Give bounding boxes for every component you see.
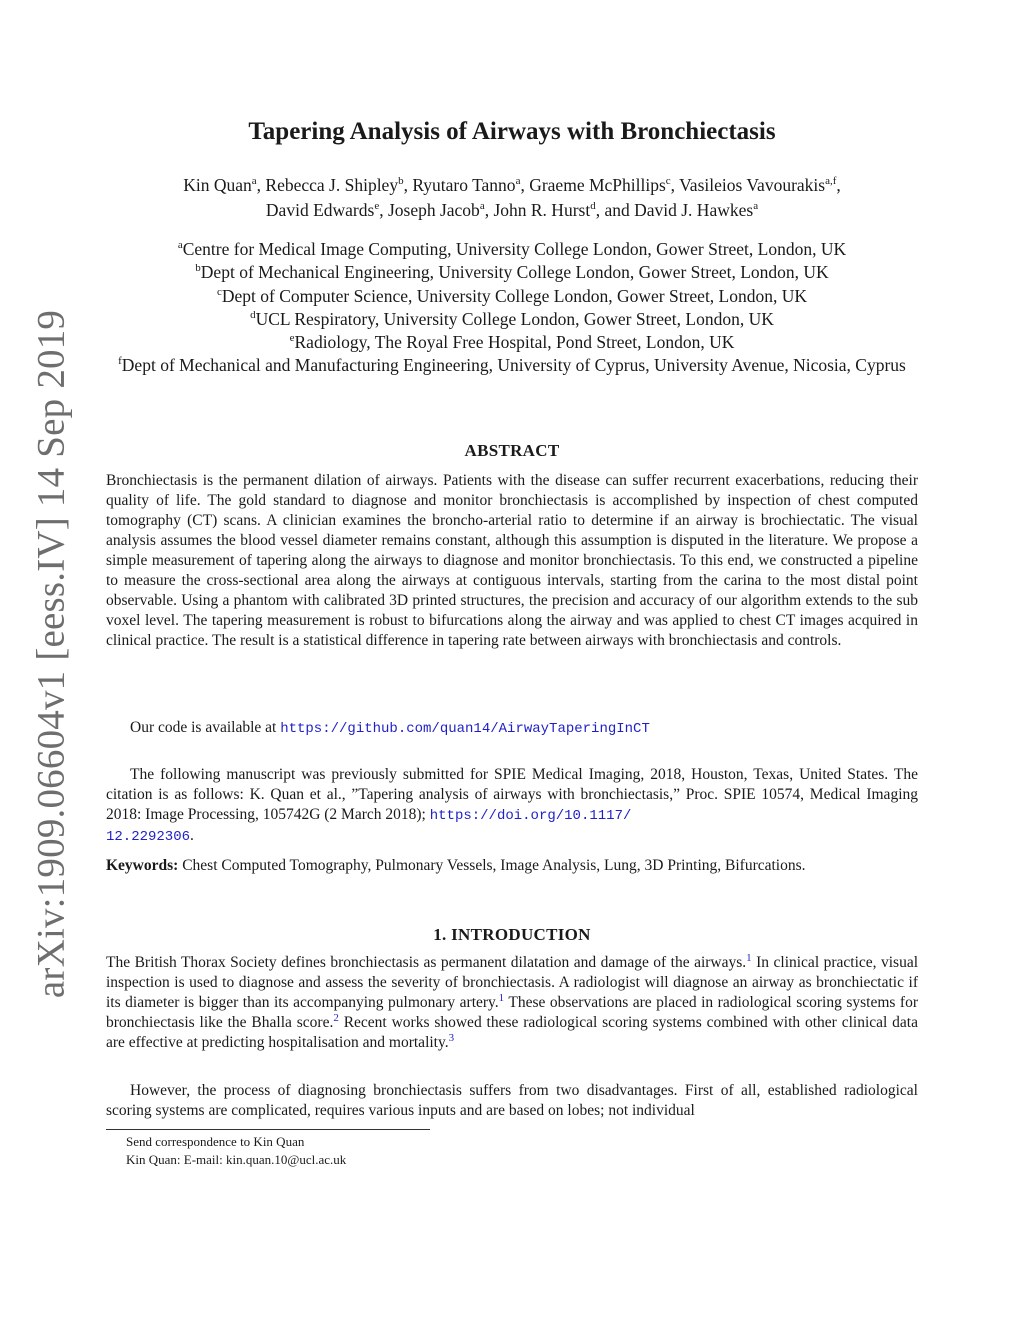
citation-note: The following manuscript was previously submitted for SPIE Medical Imaging, 2018, Houston, Texas, United States. The citation is as follows: K. Quan et al., ”Tapering analysis of airways with bronchiectasis,” Proc. SPIE 10574, Medical Imaging 2018: Image Processing, 105742G (2 March 2018); https://doi.org/10.1117/ 12.2292306. xyxy=(106,766,918,845)
keywords-label: Keywords: xyxy=(106,857,179,874)
affiliation: $^f$Dept of Mechanical and Manufacturing Engineering, University of Cyprus, University Avenue, Nicosia, Cyprus xyxy=(118,355,906,376)
intro-paragraph-2: However, the process of diagnosing bronchiectasis suffers from two disadvantages. First of all, established radiological scoring systems are complicated, requires various inputs and are based on lobes; not individual xyxy=(106,1082,918,1119)
citation-ref[interactable]: 1 xyxy=(498,991,505,1004)
author: David J. Hawkes$^a$ xyxy=(634,200,759,220)
author: Ryutaro Tanno$^a$, xyxy=(412,175,530,195)
footnote-correspondence: Send correspondence to Kin Quan xyxy=(126,1134,305,1149)
author: John R. Hurst$^d$, and xyxy=(493,200,635,220)
citation-ref[interactable]: 3 xyxy=(448,1031,455,1044)
author: David Edwards$^e$, xyxy=(265,200,388,220)
author: Kin Quan$^a$, xyxy=(183,175,266,195)
affiliation: $^e$Radiology, The Royal Free Hospital, Pond Street, London, UK xyxy=(289,332,735,353)
author-list xyxy=(106,173,918,223)
citation-ref[interactable]: 2 xyxy=(333,1011,339,1024)
citation-ref[interactable]: 1 xyxy=(746,951,752,964)
keywords: Keywords: Chest Computed Tomography, Pulmonary Vessels, Image Analysis, Lung, 3D Printing, Bifurcations. xyxy=(106,857,806,874)
affiliation: $^a$Centre for Medical Image Computing, University College London, Gower Street, London, UK xyxy=(177,239,847,259)
affiliation-list xyxy=(106,238,918,378)
footnote-rule xyxy=(106,1129,430,1130)
abstract-heading: ABSTRACT xyxy=(464,441,560,460)
abstract-text: Bronchiectasis is the permanent dilation of airways. Patients with the disease can suffer recurrent exacerbations, reducing their quality of life. The gold standard to diagnose and monitor bronchiectasis is accomplished by inspection of chest computed tomography (CT) scans. A clinician examines the broncho-arterial ratio to determine if an airway is brochiectatic. The visual analysis assumes the blood vessel diameter remains constant, although this assumption is disputed in the literature. We propose a simple measurement of tapering along the airways to diagnose and monitor bronchiectasis. To this end, we constructed a pipeline to measure the cross-sectional area along the airways at contiguous intervals, starting from the carina to the most distal point observable. Using a phantom with calibrated 3D printed structures, the precision and accuracy of our algorithm extends to the sub voxel level. The tapering measurement is robust to bifurcations along the airway and was applied to chest CT images acquired in clinical practice. The result is a statistical difference in tapering rate between airways with bronchiectasis and controls. xyxy=(106,472,918,649)
author: Joseph Jacob$^a$, xyxy=(387,200,494,220)
code-link[interactable]: https://github.com/quan14/AirwayTaperingInCT xyxy=(280,721,650,737)
author: Rebecca J. Shipley$^b$, xyxy=(265,175,413,195)
affiliation: $^c$Dept of Computer Science, University College London, Gower Street, London, UK xyxy=(216,285,808,306)
author: Graeme McPhillips$^c$, xyxy=(529,175,680,195)
doi-link[interactable]: https://doi.org/10.1117/ 12.2292306 xyxy=(106,808,632,845)
paper-title: Tapering Analysis of Airways with Bronchiectasis xyxy=(248,118,776,145)
arxiv-identifier: arXiv:1909.06604v1 [eess.IV] 14 Sep 2019 xyxy=(29,309,73,999)
footnote-email: Kin Quan: E-mail: kin.quan.10@ucl.ac.uk xyxy=(126,1152,347,1167)
author: Vasileios Vavourakis$^{a,f}$, xyxy=(679,175,841,195)
code-availability: Our code is available at https://github.com/quan14/AirwayTaperingInCT xyxy=(130,719,650,737)
affiliation: $^b$Dept of Mechanical Engineering, University College London, Gower Street, London, UK xyxy=(195,262,829,283)
introduction-heading: 1. INTRODUCTION xyxy=(433,925,591,944)
affiliation: $^d$UCL Respiratory, University College London, Gower Street, London, UK xyxy=(250,308,774,329)
intro-paragraph-1: The British Thorax Society defines bronchiectasis as permanent dilatation and damage of the airways.$^1$ In clinical practice, visual inspection is used to diagnose and assess the severity of bronchiectasis. A radiologist will diagnose an airway as bronchiectatic if its diameter is bigger than its accompanying pulmonary artery.$^1$ These observations are placed in radiological scoring systems for bronchiectasis like the Bhalla score.$^2$ Recent works showed these radiological scoring systems combined with other clinical data are effective at predicting hospitalisation and mortality.$^3$ xyxy=(106,951,918,1051)
